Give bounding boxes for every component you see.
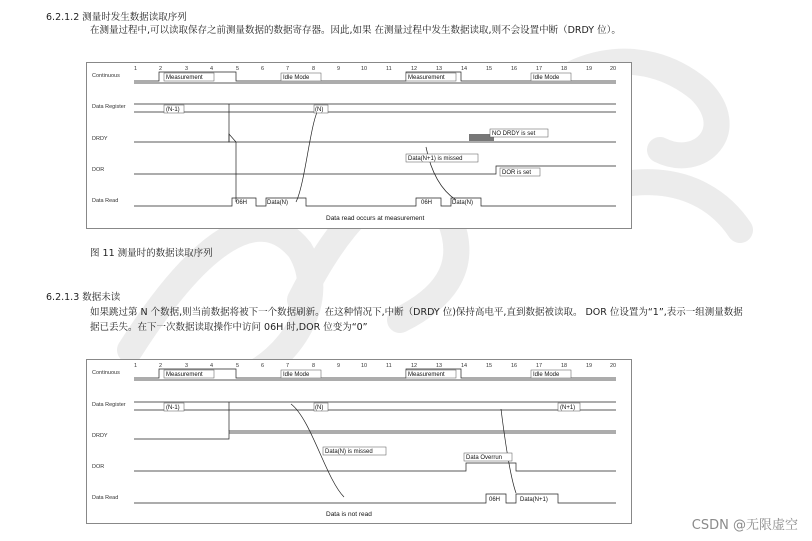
section-heading-6-2-1-2: 6.2.1.2 测量时发生数据读取序列 [46,12,187,23]
label-idle-mode: Idle Mode [283,75,310,81]
timing-diagram-2 [86,359,632,525]
label-measurement: Measurement [166,372,203,378]
label-data-n-plus-1: Data(N+1) [520,497,548,503]
tick-label: 1 [134,363,138,369]
row-label-drdy: DRDY [92,136,108,142]
tick-label: 16 [511,363,518,369]
row-label-continuous: Continuous [92,73,120,79]
row-label-data-register: Data Register [92,402,126,408]
label-06h: 06H [236,200,248,206]
tick-label: 9 [337,363,341,369]
tick-label: 8 [312,66,316,72]
tick-label: 12 [411,66,418,72]
section-heading-6-2-1-3: 6.2.1.3 数据未读 [46,292,121,303]
tick-label: 14 [461,363,468,369]
label-data-missed: Data(N+1) is missed [408,156,463,162]
label-reg-n-plus-1: (N+1) [560,405,576,411]
tick-label: 20 [610,363,617,369]
tick-label: 18 [561,363,568,369]
tick-label: 13 [436,66,443,72]
tick-label: 18 [561,66,568,72]
label-06h: 06H [489,497,501,503]
diagram-footer: Data read occurs at measurement [326,215,425,222]
label-idle-mode: Idle Mode [533,372,560,378]
section-paragraph-2-line-1: 如果跳过第 N 个数据,则当前数据将被下一个数据刷新。在这种情况下,中断（DRDY 位)保持高电平,直到数据被读取。 DOR 位设置为“1”,表示一组测量数据 [90,307,743,318]
label-idle-mode: Idle Mode [283,372,310,378]
tick-label: 3 [185,363,189,369]
tick-label: 11 [386,363,392,369]
tick-label: 1 [134,66,138,72]
tick-label: 13 [436,363,443,369]
tick-label: 5 [236,66,240,72]
tick-label: 2 [159,363,163,369]
row-label-dor: DOR [92,167,105,173]
label-measurement: Measurement [408,75,445,81]
label-reg-n-minus-1: (N-1) [166,405,180,411]
tick-label: 9 [337,66,341,72]
label-reg-n-minus-1: (N-1) [166,107,180,113]
tick-label: 19 [586,363,593,369]
section-paragraph-2-line-2: 据已丢失。在下一次数据读取操作中访问 06H 时,DOR 位变为“0” [90,322,368,333]
tick-label: 20 [610,66,617,72]
diagram-footer: Data is not read [326,511,372,518]
csdn-watermark: CSDN @无限虚空 [691,518,798,533]
section-paragraph-1: 在测量过程中,可以读取保存之前测量数据的数据寄存器。因此,如果 在测量过程中发生数据读取,则不会设置中断（DRDY 位）。 [90,25,621,36]
tick-label: 3 [185,66,189,72]
tick-label: 4 [210,66,214,72]
tick-label: 5 [236,363,240,369]
tick-label: 11 [386,66,392,72]
label-data-overrun: Data Overrun [466,455,503,461]
timing-diagram-1 [86,62,632,230]
tick-label: 14 [461,66,468,72]
tick-label: 10 [361,363,368,369]
label-data-n: Data(N) [452,200,474,206]
tick-label: 4 [210,363,214,369]
tick-label: 17 [536,66,543,72]
tick-label: 7 [286,363,290,369]
tick-label: 17 [536,363,543,369]
label-dor-set: DOR is set [502,170,532,176]
label-data-missed: Data(N) is missed [325,449,373,455]
tick-label: 6 [261,363,265,369]
row-label-continuous: Continuous [92,370,120,376]
label-reg-n: (N) [315,107,324,113]
tick-label: 15 [486,66,493,72]
label-idle-mode: Idle Mode [533,75,560,81]
tick-label: 2 [159,66,163,72]
label-data-n: Data(N) [267,200,289,206]
label-no-drdy: NO DRDY is set [492,131,536,137]
label-reg-n: (N) [315,405,324,411]
row-label-dor: DOR [92,464,105,470]
label-06h: 06H [421,200,433,206]
tick-label: 10 [361,66,368,72]
label-measurement: Measurement [408,372,445,378]
tick-label: 8 [312,363,316,369]
row-label-data-register: Data Register [92,104,126,110]
tick-label: 19 [586,66,593,72]
tick-label: 15 [486,363,493,369]
row-label-data-read: Data Read [92,495,119,501]
tick-label: 7 [286,66,290,72]
row-label-data-read: Data Read [92,198,119,204]
tick-label: 12 [411,363,418,369]
label-measurement: Measurement [166,75,203,81]
tick-label: 6 [261,66,265,72]
tick-label: 16 [511,66,518,72]
figure-caption: 图 11 测量时的数据读取序列 [90,248,213,259]
row-label-drdy: DRDY [92,433,108,439]
